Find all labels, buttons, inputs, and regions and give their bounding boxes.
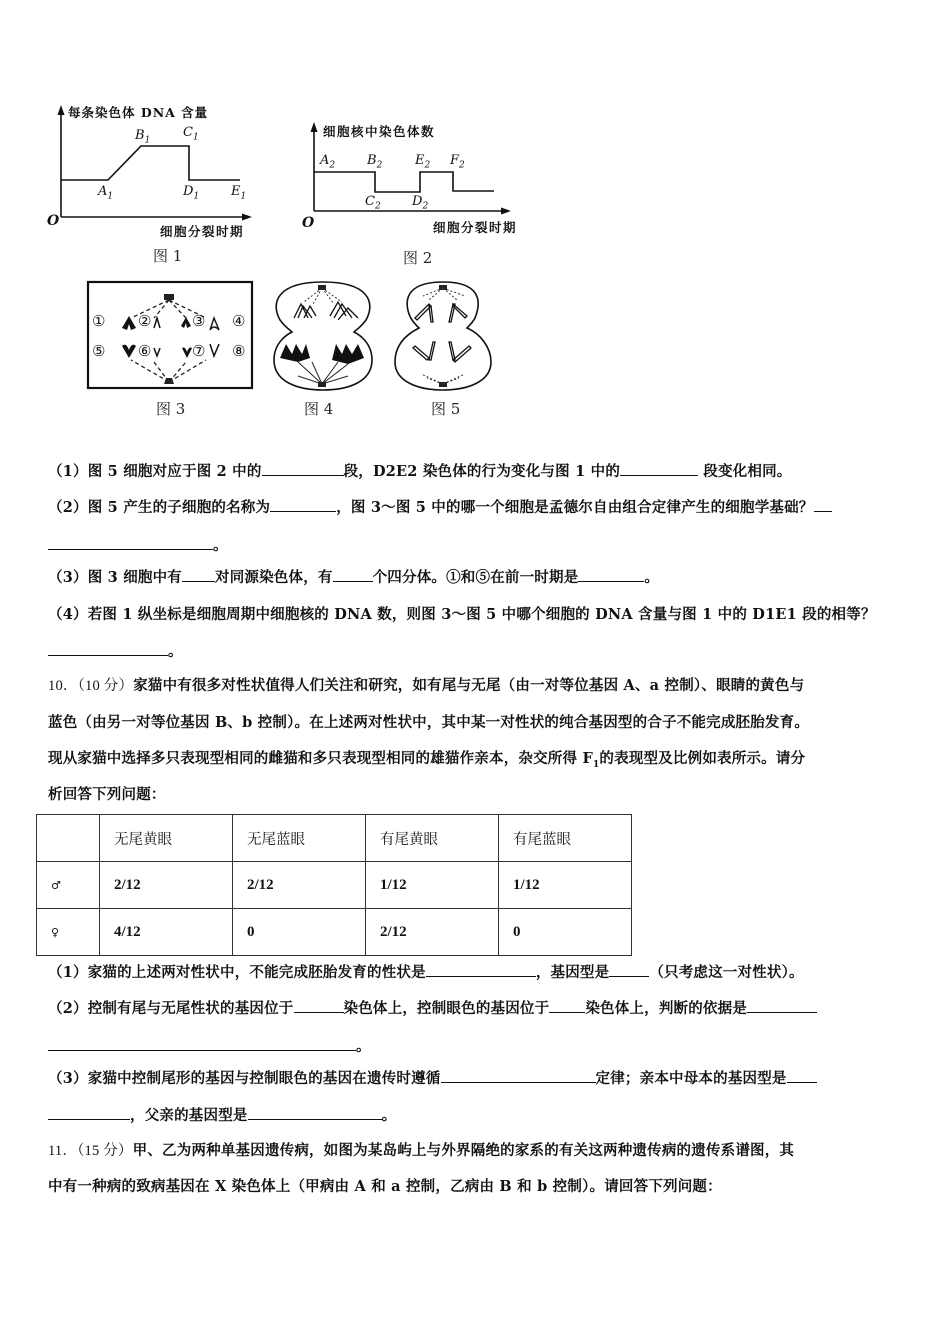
figure-1-dna-content-chart bbox=[40, 95, 270, 270]
q10-line2: 蓝色（由另一对等位基因 B、b 控制）。在上述两对性状中，其中某一对性状的纯合基因型的合子不能完成胚胎发育。 bbox=[48, 714, 810, 731]
answer-blank[interactable] bbox=[248, 1105, 382, 1120]
point-b1: $B_1$ bbox=[135, 128, 151, 146]
q10-line1: 10．（10 分）家猫中有很多对性状值得人们关注和研究，如有尾与无尾（由一对等位基因 A、a 控制）、眼睛的黄色与 bbox=[48, 677, 805, 694]
answer-blank[interactable] bbox=[48, 535, 213, 550]
q9-sub1: （1）图 5 细胞对应于图 2 中的 段，D2E2 染色体的行为变化与图 1 中的 段变化相同。 bbox=[48, 463, 792, 480]
answer-blank[interactable] bbox=[426, 962, 536, 977]
point-f2: $F_2$ bbox=[450, 153, 465, 171]
table-cell: 0 bbox=[233, 909, 366, 956]
figure-2-caption: 图 2 bbox=[403, 249, 433, 267]
table-header-cell: 有尾黄眼 bbox=[366, 815, 499, 862]
answer-blank[interactable] bbox=[48, 1105, 130, 1120]
answer-blank[interactable] bbox=[620, 461, 698, 476]
q10-sub3: （3）家猫中控制尾形的基因与控制眼色的基因在遗传时遵循 定律；亲本中母本的基因型是 bbox=[48, 1067, 817, 1088]
table-cell: 2/12 bbox=[100, 862, 233, 909]
q10-sub1: （1）家猫的上述两对性状中，不能完成胚胎发育的性状是 ，基因型是 （只考虑这一对性状）。 bbox=[48, 964, 804, 981]
q11-line1: 11．（15 分）甲、乙为两种单基因遗传病，如图为某岛屿上与外界隔绝的家系的有关这两种遗传病的遗传系谱图，其 bbox=[48, 1142, 795, 1159]
female-symbol: ♀ bbox=[37, 909, 100, 956]
chromosome-label-1: ① bbox=[92, 312, 106, 330]
q10-line3: 现从家猫中选择多只表现型相同的雌猫和多只表现型相同的雄猫作亲本，杂交所得 $F_1$的表现型及比例如表所示。请分 bbox=[48, 750, 806, 770]
figure-1-caption: 图 1 bbox=[153, 247, 183, 265]
figure-1-origin: O bbox=[47, 213, 60, 229]
table-header-cell bbox=[37, 815, 100, 862]
q9-sub4: （4）若图 1 纵坐标是细胞周期中细胞核的 DNA 数，则图 3～图 5 中哪个细胞的 DNA 含量与图 1 中的 D1E1 段的相等？ bbox=[48, 606, 876, 623]
point-a1: $A_1$ bbox=[98, 184, 114, 202]
answer-blank[interactable] bbox=[262, 461, 344, 476]
figure-4-caption: 图 4 bbox=[304, 400, 334, 418]
figure-2-ylabel: 细胞核中染色体数 bbox=[323, 124, 436, 139]
chromosome-label-5: ⑤ bbox=[92, 342, 106, 360]
figure-1-xlabel: 细胞分裂时期 bbox=[160, 224, 245, 239]
q9-sub2-cont: 。 bbox=[48, 534, 228, 555]
point-d2: $D_2$ bbox=[412, 194, 429, 212]
point-e2: $E_2$ bbox=[415, 153, 431, 171]
figure-3-caption: 图 3 bbox=[156, 400, 186, 418]
answer-blank[interactable] bbox=[747, 998, 817, 1013]
figure-2-xlabel: 细胞分裂时期 bbox=[433, 220, 518, 235]
q10-sub2: （2）控制有尾与无尾性状的基因位于 染色体上，控制眼色的基因位于 染色体上，判断的依据是 bbox=[48, 997, 817, 1018]
answer-blank[interactable] bbox=[48, 1036, 356, 1051]
f1-phenotype-table bbox=[36, 814, 632, 956]
table-row bbox=[37, 862, 632, 909]
point-d1: $D_1$ bbox=[183, 184, 200, 202]
answer-blank[interactable] bbox=[48, 641, 168, 656]
figure-5-cell-diagram bbox=[393, 278, 493, 420]
table-cell: 1/12 bbox=[366, 862, 499, 909]
chromosome-label-6: ⑥ bbox=[138, 342, 152, 360]
answer-blank[interactable] bbox=[270, 497, 336, 512]
q10-line4: 析回答下列问题： bbox=[48, 786, 166, 803]
table-cell: 1/12 bbox=[499, 862, 632, 909]
figure-2-origin: O bbox=[302, 215, 315, 231]
chromosome-label-7: ⑦ bbox=[192, 342, 206, 360]
chromosome-label-4: ④ bbox=[232, 312, 246, 330]
point-e1: $E_1$ bbox=[231, 184, 247, 202]
table-header-cell: 无尾黄眼 bbox=[100, 815, 233, 862]
figure-1-ylabel: 每条染色体 DNA 含量 bbox=[68, 105, 209, 120]
answer-blank[interactable] bbox=[294, 998, 344, 1013]
q9-sub3: （3）图 3 细胞中有 对同源染色体，有 个四分体。①和⑤在前一时期是 。 bbox=[48, 569, 660, 586]
table-header-row bbox=[37, 815, 632, 862]
point-a2: $A_2$ bbox=[320, 153, 336, 171]
point-b2: $B_2$ bbox=[367, 153, 383, 171]
answer-blank[interactable] bbox=[609, 962, 649, 977]
table-cell: 0 bbox=[499, 909, 632, 956]
table-header-cell: 无尾蓝眼 bbox=[233, 815, 366, 862]
figure-3-cell-diagram bbox=[86, 280, 256, 420]
table-cell: 4/12 bbox=[100, 909, 233, 956]
q9-sub2: （2）图 5 产生的子细胞的名称为 ，图 3～图 5 中的哪一个细胞是孟德尔自由组合定律产生的细胞学基础？ bbox=[48, 496, 832, 517]
table-row bbox=[37, 909, 632, 956]
q9-sub4-cont: 。 bbox=[48, 640, 183, 661]
chromosome-label-3: ③ bbox=[192, 312, 206, 330]
answer-blank[interactable] bbox=[441, 1068, 596, 1083]
male-symbol: ♂ bbox=[37, 862, 100, 909]
q10-sub2-cont: 。 bbox=[48, 1035, 371, 1056]
figure-5-caption: 图 5 bbox=[431, 400, 461, 418]
table-cell: 2/12 bbox=[233, 862, 366, 909]
q10-sub3-cont: ，父亲的基因型是 。 bbox=[48, 1104, 396, 1125]
chromosome-label-2: ② bbox=[138, 312, 152, 330]
figure-2-chromosome-count-chart bbox=[290, 110, 540, 270]
point-c2: $C_2$ bbox=[365, 194, 381, 212]
answer-blank[interactable] bbox=[182, 567, 215, 582]
answer-blank[interactable] bbox=[578, 567, 644, 582]
answer-blank[interactable] bbox=[549, 998, 585, 1013]
table-header-cell: 有尾蓝眼 bbox=[499, 815, 632, 862]
chromosome-label-8: ⑧ bbox=[232, 342, 246, 360]
figure-4-cell-diagram bbox=[268, 278, 378, 420]
answer-blank[interactable] bbox=[333, 567, 373, 582]
point-c1: $C_1$ bbox=[183, 125, 199, 143]
q11-line2: 中有一种病的致病基因在 X 染色体上（甲病由 A 和 a 控制，乙病由 B 和 b 控制）。请回答下列问题： bbox=[48, 1178, 722, 1195]
table-cell: 2/12 bbox=[366, 909, 499, 956]
answer-blank[interactable] bbox=[814, 497, 832, 512]
answer-blank[interactable] bbox=[787, 1068, 817, 1083]
